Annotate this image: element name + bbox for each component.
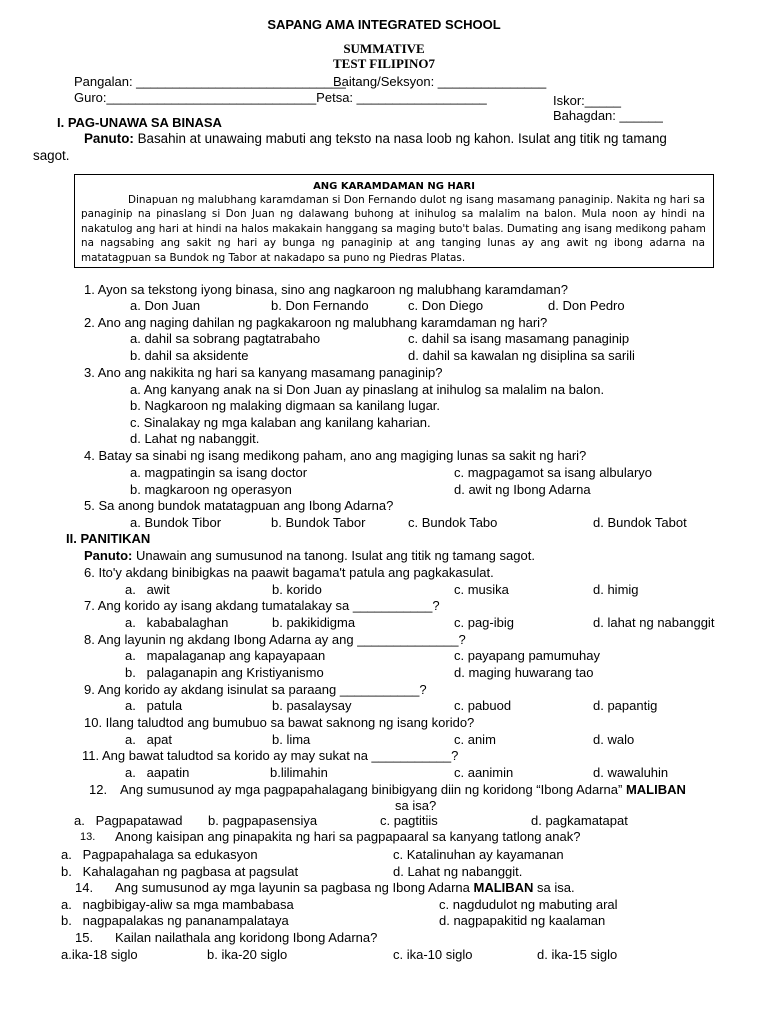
passage-line: nakatulog ang hari at hindi na halos makakain hanggang sa maging buto't balas. Dumating ang isang medikong paham — [81, 223, 706, 235]
question-13-number: 13. — [80, 831, 96, 843]
q8-choice-a[interactable]: a. mapalaganap ang kapayapaan — [125, 648, 326, 663]
q10-choice-b[interactable]: b. lima — [272, 732, 311, 747]
q6-choice-d[interactable]: d. himig — [593, 582, 639, 597]
test-title-line2: TEST FILIPINO7 — [333, 56, 435, 71]
pangalan-field[interactable]: Pangalan: _____________________________ — [74, 74, 346, 89]
question-14-number: 14. — [75, 880, 94, 895]
q7-choice-c[interactable]: c. pag-ibig — [454, 615, 514, 630]
q6-choice-b[interactable]: b. korido — [272, 582, 322, 597]
q10-choice-c[interactable]: c. anim — [454, 732, 496, 747]
q13-choice-a[interactable]: a. Pagpapahalaga sa edukasyon — [61, 847, 258, 862]
q9-choice-d[interactable]: d. papantig — [593, 698, 658, 713]
question-1: 1. Ayon sa tekstong iyong binasa, sino ang nagkaroon ng malubhang karamdaman? — [84, 282, 568, 297]
q3-choice-a[interactable]: a. Ang kanyang anak na si Don Juan ay pinaslang at inihulog sa malalim na balon. — [130, 382, 605, 397]
panuto-label: Panuto: — [84, 548, 133, 563]
question-7: 7. Ang korido ay isang akdang tumatalakay sa ___________? — [84, 598, 440, 613]
q4-choice-b[interactable]: b. magkaroon ng operasyon — [130, 482, 292, 497]
section1-heading: I. PAG-UNAWA SA BINASA — [57, 115, 222, 130]
bahagdan-field[interactable]: Bahagdan: ______ — [553, 108, 663, 123]
question-14-emphasis: MALIBAN — [473, 880, 534, 895]
q13-choice-c[interactable]: c. Katalinuhan ay kayamanan — [393, 847, 564, 862]
q4-choice-a[interactable]: a. magpatingin sa isang doctor — [130, 465, 308, 480]
q11-choice-d[interactable]: d. wawaluhin — [593, 765, 669, 780]
q5-choice-c[interactable]: c. Bundok Tabo — [408, 515, 498, 530]
panuto-label: Panuto: — [84, 131, 134, 146]
baitang-seksyon-field[interactable]: Baitang/Seksyon: _______________ — [333, 74, 547, 89]
q1-choice-a[interactable]: a. Don Juan — [130, 298, 201, 313]
q14-choice-b[interactable]: b. nagpapalakas ng pananampalataya — [61, 913, 289, 928]
question-4: 4. Batay sa sinabi ng isang medikong paham, ano ang magiging lunas sa sakit ng hari? — [84, 448, 587, 463]
q9-choice-a[interactable]: a. patula — [125, 698, 183, 713]
q14-choice-a[interactable]: a. nagbibigay-aliw sa mga mambabasa — [61, 897, 294, 912]
iskor-field[interactable]: Iskor:_____ — [553, 93, 621, 108]
question-14 — [115, 880, 575, 895]
panuto-text: Basahin at unawaing mabuti ang teksto na nasa loob ng kahon. Isulat ang titik ng tamang — [133, 131, 667, 146]
section1-instructions — [84, 131, 667, 146]
section1-instructions-cont: sagot. — [33, 148, 70, 163]
q7-choice-b[interactable]: b. pakikidigma — [272, 615, 356, 630]
q7-choice-a[interactable]: a. kababalaghan — [125, 615, 229, 630]
q13-choice-b[interactable]: b. Kahalagahan ng pagbasa at pagsulat — [61, 864, 299, 879]
passage-line: Dinapuan ng malubhang karamdaman si Don Fernando dulot ng isang masamang panaginip. Nakita ng hari sa — [128, 194, 705, 206]
q6-choice-a[interactable]: a. awit — [125, 582, 170, 597]
q11-choice-c[interactable]: c. aanimin — [454, 765, 514, 780]
question-6: 6. Ito'y akdang binibigkas na paawit bagama't patula ang pagkakasulat. — [84, 565, 494, 580]
q4-choice-d[interactable]: d. awit ng Ibong Adarna — [454, 482, 591, 497]
q10-choice-d[interactable]: d. walo — [593, 732, 635, 747]
q12-choice-c[interactable]: c. pagtitiis — [380, 813, 438, 828]
q9-choice-c[interactable]: c. pabuod — [454, 698, 512, 713]
q3-choice-d[interactable]: d. Lahat ng nabanggit. — [130, 431, 260, 446]
q6-choice-c[interactable]: c. musika — [454, 582, 509, 597]
q14-choice-c[interactable]: c. nagdudulot ng mabuting aral — [439, 897, 618, 912]
q10-choice-a[interactable]: a. apat — [125, 732, 172, 747]
question-12-emphasis: MALIBAN — [625, 782, 686, 797]
q12-choice-d[interactable]: d. pagkamatapat — [531, 813, 628, 828]
question-12-number: 12. — [89, 782, 108, 797]
question-8: 8. Ang layunin ng akdang Ibong Adarna ay ang ______________? — [84, 632, 466, 647]
panuto-text: Unawain ang sumusunod na tanong. Isulat ang titik ng tamang sagot. — [132, 548, 535, 563]
question-15-number: 15. — [75, 930, 94, 945]
q5-choice-b[interactable]: b. Bundok Tabor — [271, 515, 366, 530]
q8-choice-b[interactable]: b. palaganapin ang Kristiyanismo — [125, 665, 324, 680]
q8-choice-c[interactable]: c. payapang pamumuhay — [454, 648, 600, 663]
question-9: 9. Ang korido ay akdang isinulat sa paraang ___________? — [84, 682, 427, 697]
passage-line: panaginip na pinaslang si Don Juan ng dalawang buhong at inihulog sa malalim na balon. Mula noon ay hindi na — [81, 208, 705, 220]
q1-choice-c[interactable]: c. Don Diego — [408, 298, 484, 313]
question-11: 11. Ang bawat taludtod sa korido ay may sukat na ___________? — [82, 748, 459, 763]
question-12-cont: sa isa? — [395, 798, 437, 813]
q12-choice-a[interactable]: a. Pagpapatawad — [74, 813, 183, 828]
q2-choice-b[interactable]: b. dahil sa aksidente — [130, 348, 249, 363]
question-12-text: Ang sumusunod ay mga pagpapahalagang binibigyang diin ng koridong “Ibong Adarna” — [120, 782, 623, 797]
q2-choice-a[interactable]: a. dahil sa sobrang pagtatrabaho — [130, 331, 321, 346]
q15-choice-d[interactable]: d. ika-15 siglo — [537, 947, 618, 962]
passage-title: ANG KARAMDAMAN NG HARI — [313, 181, 475, 192]
guro-petsa-field[interactable]: Guro:_____________________________Petsa: __________________ — [74, 90, 487, 105]
q3-choice-c[interactable]: c. Sinalakay ng mga kalaban ang kanilang kaharian. — [130, 415, 431, 430]
q7-choice-d[interactable]: d. lahat ng nabanggit — [593, 615, 715, 630]
q1-choice-d[interactable]: d. Don Pedro — [548, 298, 625, 313]
q9-choice-b[interactable]: b. pasalaysay — [272, 698, 352, 713]
q15-choice-c[interactable]: c. ika-10 siglo — [393, 947, 473, 962]
q4-choice-c[interactable]: c. magpagamot sa isang albularyo — [454, 465, 653, 480]
question-13: Anong kaisipan ang pinapakita ng hari sa pagpapaaral sa kanyang tatlong anak? — [115, 829, 581, 844]
school-name: SAPANG AMA INTEGRATED SCHOOL — [267, 17, 501, 32]
q15-choice-b[interactable]: b. ika-20 siglo — [207, 947, 288, 962]
section2-instructions — [84, 548, 535, 563]
question-2: 2. Ano ang naging dahilan ng pagkakaroon ng malubhang karamdaman ng hari? — [84, 315, 548, 330]
question-14-text: Ang sumusunod ay mga layunin sa pagbasa ng Ibong Adarna — [115, 880, 474, 895]
question-5: 5. Sa anong bundok matatagpuan ang Ibong Adarna? — [84, 498, 394, 513]
q14-choice-d[interactable]: d. nagpapakitid ng kaalaman — [439, 913, 606, 928]
question-3: 3. Ano ang nakikita ng hari sa kanyang masamang panaginip? — [84, 365, 443, 380]
q11-choice-a[interactable]: a. aapatin — [125, 765, 190, 780]
question-12 — [120, 782, 686, 797]
q1-choice-b[interactable]: b. Don Fernando — [271, 298, 369, 313]
test-title-line1: SUMMATIVE — [343, 41, 425, 56]
q12-choice-b[interactable]: b. pagpapasensiya — [208, 813, 318, 828]
q8-choice-d[interactable]: d. maging huwarang tao — [454, 665, 594, 680]
question-15: Kailan nailathala ang koridong Ibong Adarna? — [115, 930, 378, 945]
q15-choice-a[interactable]: a.ika-18 siglo — [61, 947, 138, 962]
q13-choice-d[interactable]: d. Lahat ng nabanggit. — [393, 864, 523, 879]
q2-choice-d[interactable]: d. dahil sa kawalan ng disiplina sa sarili — [408, 348, 635, 363]
q2-choice-c[interactable]: c. dahil sa isang masamang panaginip — [408, 331, 630, 346]
q5-choice-a[interactable]: a. Bundok Tibor — [130, 515, 222, 530]
q3-choice-b[interactable]: b. Nagkaroon ng malaking digmaan sa kanilang lugar. — [130, 398, 441, 413]
question-14-end: sa isa. — [533, 880, 575, 895]
passage-line: matatagpuan sa Bundok ng Tabor at nakadapo sa puno ng Piedras Platas. — [81, 252, 466, 264]
passage-line: na nagsabing ang sakit ng hari ay bunga ng panaginip at ang tanging lunas ay ang awit ng ibong adarna na — [81, 237, 705, 249]
q5-choice-d[interactable]: d. Bundok Tabot — [593, 515, 687, 530]
question-10: 10. Ilang taludtod ang bumubuo sa bawat saknong ng isang korido? — [84, 715, 475, 730]
q11-choice-b[interactable]: b.lilimahin — [270, 765, 328, 780]
section2-heading: II. PANITIKAN — [66, 531, 151, 546]
